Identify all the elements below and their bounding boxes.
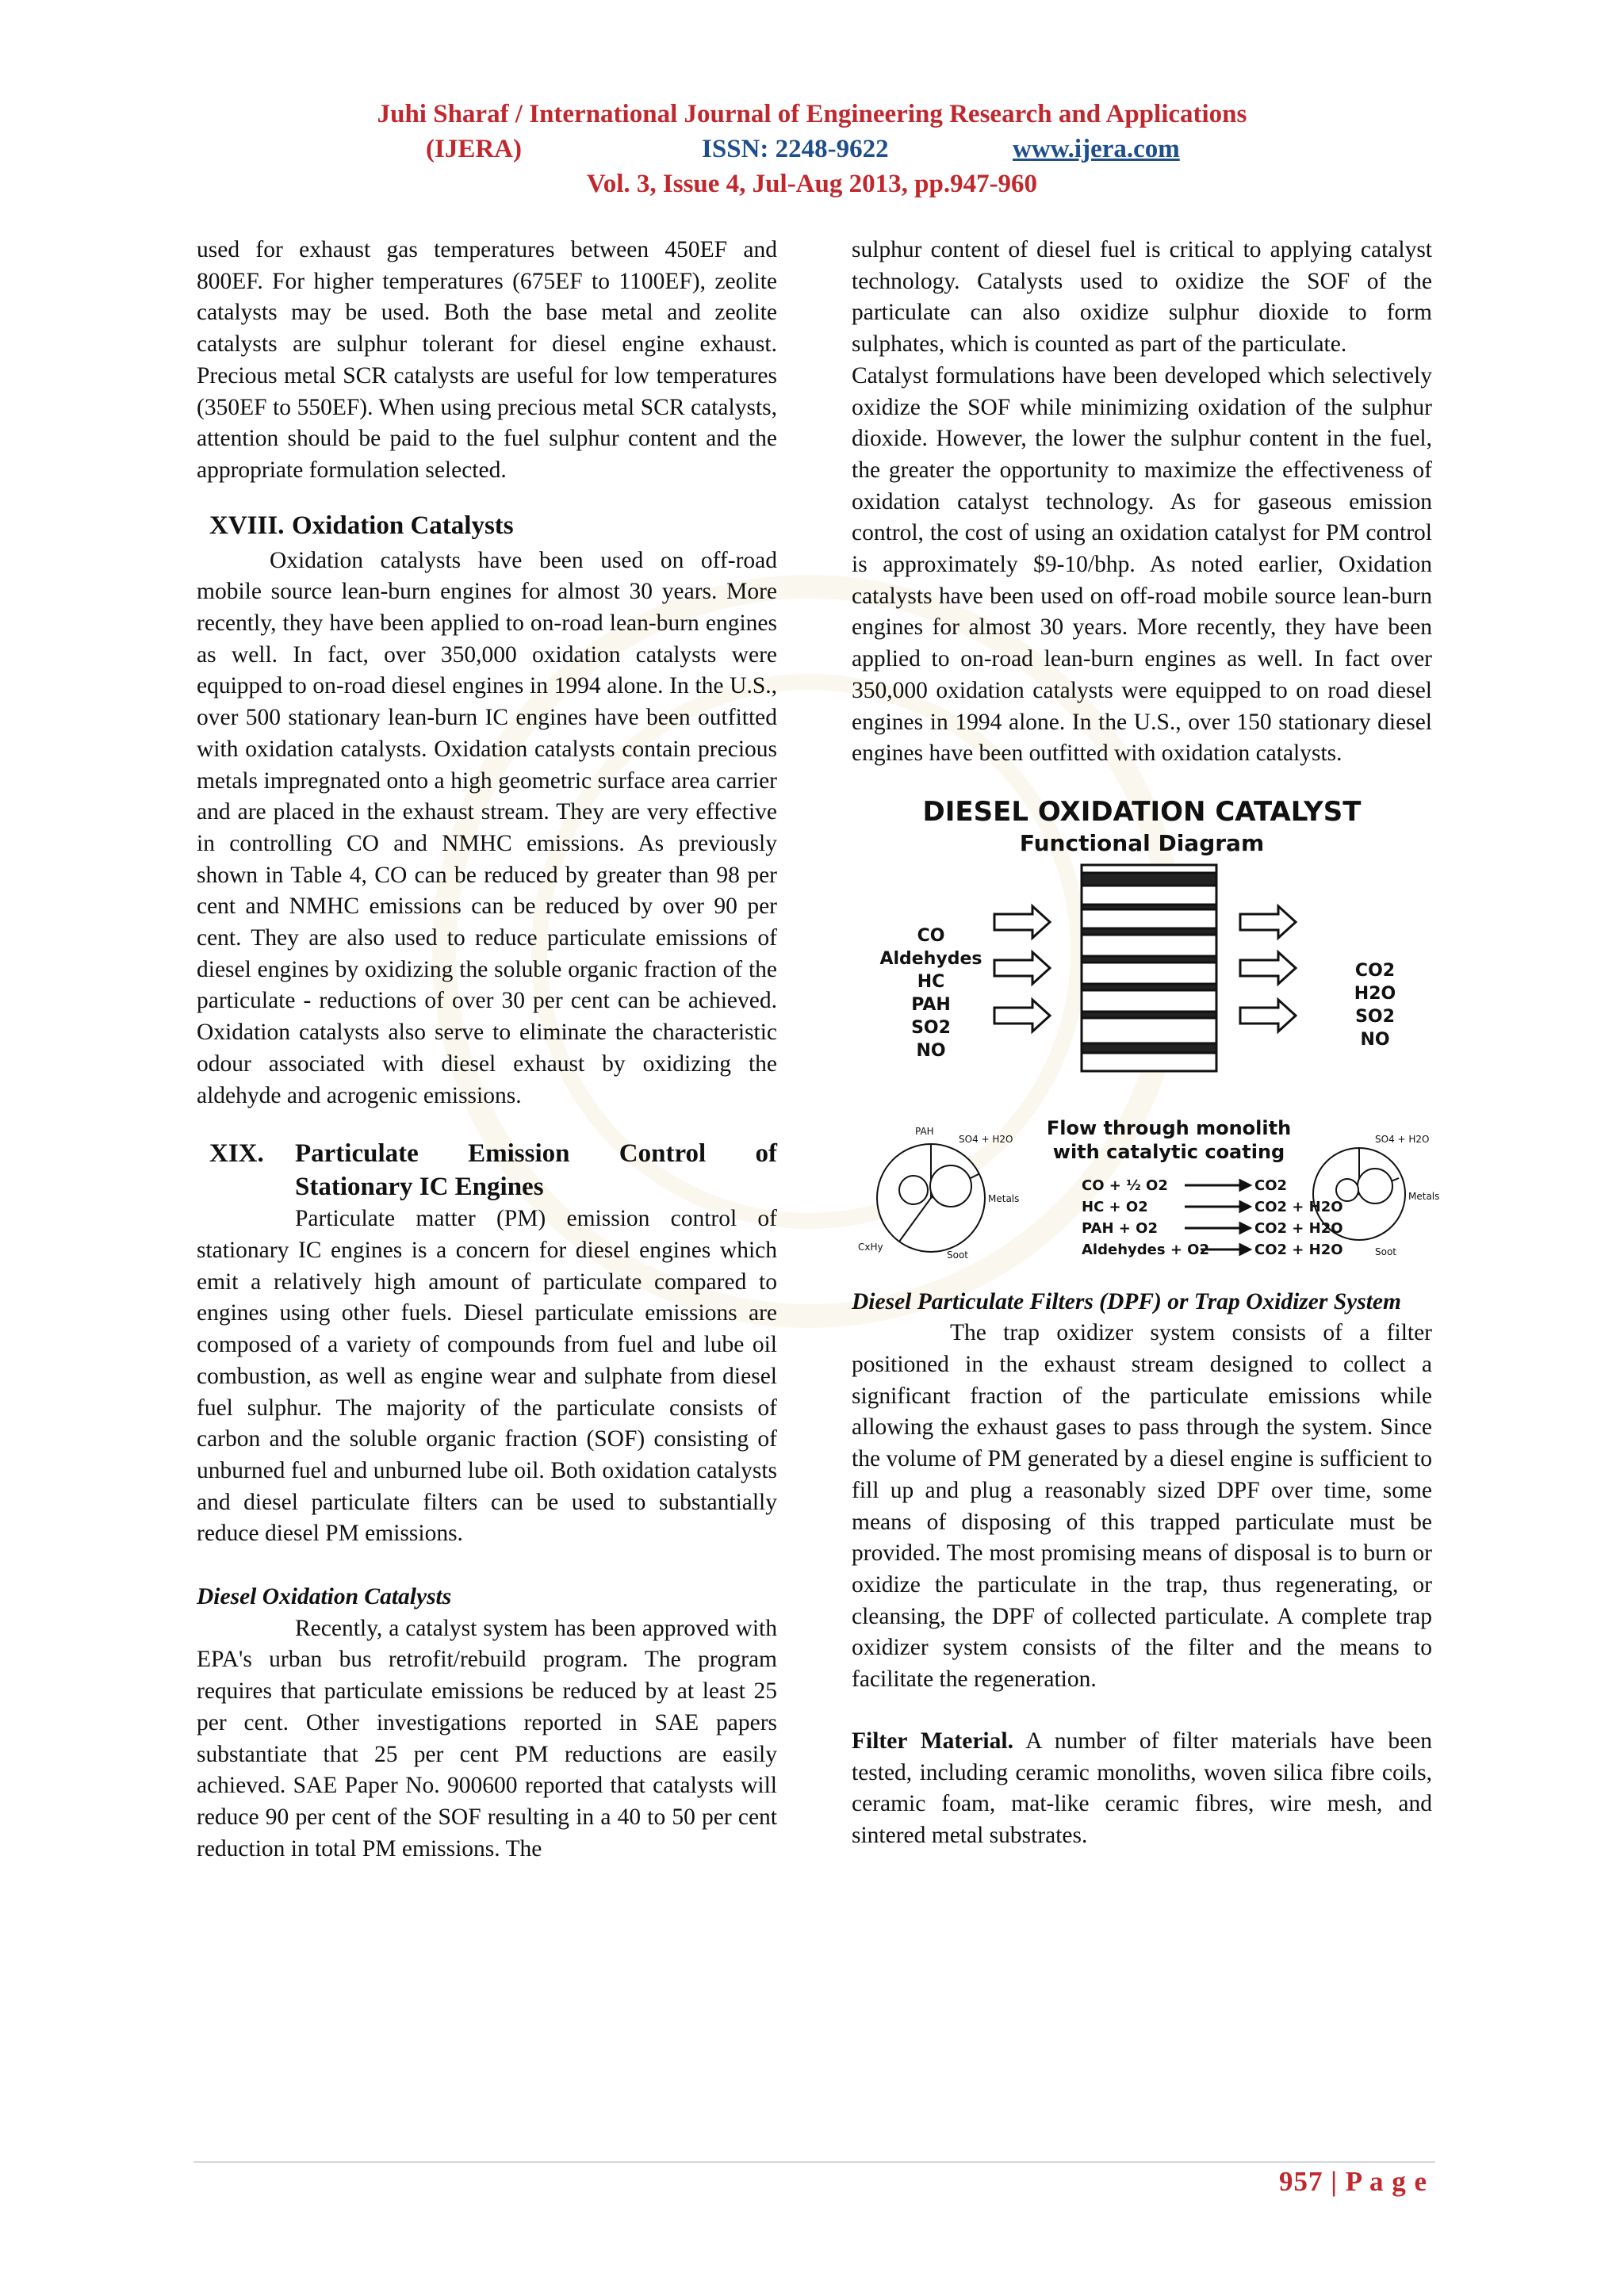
header-line-2 xyxy=(0,132,1624,166)
input-pah: PAH xyxy=(911,994,951,1015)
output-gases xyxy=(1354,961,1396,1050)
paragraph: sulphur content of diesel fuel is critical to applying catalyst technology. Catalysts used to oxidize the SOF of the particulate can also oxidize sulphur dioxide to form sulphates, which is counted as part of the particulate. xyxy=(852,237,1432,358)
reaction-right: CO2 + H2O xyxy=(1254,1241,1343,1258)
reaction-left: Aldehydes + O2 xyxy=(1082,1241,1209,1258)
output-co2: CO2 xyxy=(1354,960,1396,981)
input-so2: SO2 xyxy=(911,1017,951,1038)
reaction-left: PAH + O2 xyxy=(1082,1219,1158,1237)
section-title-line-1: Particulate Emission Control of xyxy=(295,1139,777,1169)
metals-label: Metals xyxy=(988,1192,1020,1204)
reaction-left: HC + O2 xyxy=(1082,1198,1148,1215)
arrow-right-icon xyxy=(994,952,1050,984)
right-column xyxy=(852,235,1440,1852)
paragraph: Catalyst formulations have been developed which selectively oxidize the SOF while minimizing oxidation of the sulphur dioxide. However, the lower the sulphur content in the fuel, the greater the opportunity to maximize the effectiveness of oxidation catalyst technology. As for gaseous emission control, the cost of using an oxidation catalyst for PM control is approximately $9-10/bhp. As noted earlier, Oxidation catalysts have been used on off-road mobile source lean-burn engines for almost 30 years. More recently, they have been applied to on-road lean-burn engines as well. In fact over 350,000 oxidation catalysts were equipped to on road diesel engines in 1994 alone. In the U.S., over 150 stationary diesel engines have been outfitted with oxidation catalysts. xyxy=(852,362,1432,767)
input-hc: HC xyxy=(917,971,945,992)
footer-divider xyxy=(193,2161,1435,2163)
input-no: NO xyxy=(916,1040,946,1061)
output-no: NO xyxy=(1360,1029,1390,1050)
flow-label-2: with catalytic coating xyxy=(1052,1140,1285,1163)
section-number: XIX. xyxy=(209,1139,264,1169)
figure-subtitle: Functional Diagram xyxy=(1019,829,1265,856)
journal-header xyxy=(0,97,1624,201)
input-co: CO xyxy=(917,925,945,946)
header-line-1: Juhi Sharaf / International Journal of Engineering Research and Applications xyxy=(377,100,1247,128)
paragraph: Oxidation catalysts have been used on off-road mobile source lean-burn engines for almost 30 years. More recently, they have been applied to on-road lean-burn engines as well. In fact, over 350,000 oxidation catalysts were equipped to on-road diesel engines in 1994 alone. In the U.S., over 500 stationary lean-burn IC engines have been outfitted with oxidation catalysts. Oxidation catalysts contain precious metals impregnated onto a high geometric surface area carrier and are placed in the exhaust stream. They are very effective in controlling CO and NMHC emissions. As previously shown in Table 4, CO can be reduced by greater than 98 per cent and NMHC emissions can be reduced by over 90 per cent. They are also used to reduce particulate emissions of diesel engines by oxidizing the soluble organic fraction of the particulate - reductions of over 30 per cent can be achieved. Oxidation catalysts also serve to eliminate the characteristic odour associated with diesel exhaust by oxidizing the aldehyde and acrogenic emissions. xyxy=(197,547,777,1108)
filter-material-label: Filter Material. xyxy=(852,1728,1013,1754)
reaction-right: CO2 + H2O xyxy=(1254,1198,1343,1215)
monolith-block xyxy=(1082,865,1216,1071)
soot-label: Soot xyxy=(1375,1246,1397,1257)
sulphate-label: SO4 + H2O xyxy=(959,1133,1013,1145)
arrow-right-icon xyxy=(1240,1000,1296,1031)
paragraph: The trap oxidizer system consists of a filter positioned in the exhaust stream designed to collect a significant fraction of the particulate emissions while allowing the exhaust gases to pass through the system. Since the volume of PM generated by a diesel engine is sufficient to fill up and plug a reasonably sized DPF over time, some means of disposing of this trapped particulate must be provided. The most promising means of disposal is to burn or oxidize the particulate in the trap, thus regenerating, or cleansing, the DPF of collected particulate. A complete trap oxidizer system consists of the filter and the means to facilitate the regeneration. xyxy=(852,1320,1432,1693)
reaction-list xyxy=(1082,1177,1343,1258)
flow-label-1: Flow through monolith xyxy=(1046,1116,1292,1139)
paragraph-filter-material xyxy=(852,1726,1432,1852)
input-arrows xyxy=(994,906,1050,1031)
reaction-left: CO + ½ O2 xyxy=(1082,1177,1168,1194)
soot-label: Soot xyxy=(947,1249,969,1261)
paragraph: used for exhaust gas temperatures between 450EF and 800EF. For higher temperatures (675EF to 1100EF), zeolite catalysts may be used. Both the base metal and zeolite catalysts are sulphur tolerant for diesel engine exhaust. Precious metal SCR catalysts are useful for low temperatures (350EF to 550EF). When using precious metal SCR catalysts, attention should be paid to the fuel sulphur content and the appropriate formulation selected. xyxy=(197,237,777,483)
reaction-right: CO2 xyxy=(1254,1177,1288,1194)
sulphate-label: SO4 + H2O xyxy=(1375,1133,1430,1145)
output-arrows xyxy=(1240,906,1296,1031)
figure-title: DIESEL OXIDATION CATALYST xyxy=(922,795,1362,828)
arrow-right-icon xyxy=(1240,1181,1250,1190)
hydrocarbon-label: CxHy xyxy=(858,1241,883,1253)
arrow-right-icon xyxy=(994,906,1050,938)
arrow-right-icon xyxy=(1240,1202,1250,1211)
arrow-right-icon xyxy=(1240,952,1296,984)
left-column xyxy=(197,235,777,1865)
paragraph: Particulate matter (PM) emission control of stationary IC engines is a concern for diesel engines which emit a relatively high amount of particulate compared to engines using other fuels. Diesel particulate emissions are composed of a variety of compounds from fuel and lube oil combustion, as well as engine wear and sulphate from diesel fuel sulphur. The majority of the particulate consists of carbon and the soluble organic fraction (SOF) consisting of unburned fuel and unburned lube oil. Both oxidation catalysts and diesel particulate filters can be used to substantially reduce diesel PM emissions. xyxy=(197,1206,777,1547)
section-number: XVIII. xyxy=(209,511,285,540)
journal-abbreviation: (IJERA) xyxy=(426,135,522,163)
arrow-right-icon xyxy=(1240,1245,1250,1254)
output-so2: SO2 xyxy=(1355,1006,1395,1027)
input-aldehydes: Aldehydes xyxy=(879,948,982,969)
arrow-right-icon xyxy=(994,1000,1050,1031)
pah-label: PAH xyxy=(915,1125,934,1137)
section-title: Oxidation Catalysts xyxy=(292,511,514,540)
input-gases xyxy=(879,926,982,1061)
header-line-3: Vol. 3, Issue 4, Jul-Aug 2013, pp.947-960 xyxy=(586,170,1038,198)
website-link[interactable]: www.ijera.com xyxy=(1013,135,1180,163)
page-number: 957 | P a g e xyxy=(1279,2166,1427,2197)
filter-material-text: A number of filter materials have been tested, including ceramic monoliths, woven silica fibre coils, ceramic foam, mat-like ceramic fibres, wire mesh, and sintered metal substrates. xyxy=(852,1728,1433,1848)
subsection-heading: Diesel Particulate Filters (DPF) or Trap Oxidizer System xyxy=(852,1288,1401,1314)
section-heading-18 xyxy=(197,509,777,542)
subsection-heading: Diesel Oxidation Catalysts xyxy=(197,1584,452,1610)
left-particle xyxy=(877,1144,985,1252)
diesel-oxidation-catalyst-diagram xyxy=(852,794,1440,1269)
metals-label: Metals xyxy=(1408,1190,1440,1202)
issn: ISSN: 2248-9622 xyxy=(702,135,889,163)
section-title-line-2: Stationary IC Engines xyxy=(295,1173,544,1202)
output-h2o: H2O xyxy=(1354,983,1396,1004)
arrow-right-icon xyxy=(1240,1223,1250,1233)
arrow-right-icon xyxy=(1240,906,1296,938)
reaction-right: CO2 + H2O xyxy=(1254,1219,1343,1237)
section-heading-19 xyxy=(197,1137,777,1203)
paragraph: Recently, a catalyst system has been approved with EPA's urban bus retrofit/rebuild program. The program requires that particulate emissions be reduced by at least 25 per cent. Other investigations reported in SAE papers substantiate that 25 per cent PM reductions are easily achieved. SAE Paper No. 900600 reported that catalysts will reduce 90 per cent of the SOF resulting in a 40 to 50 per cent reduction in total PM emissions. The xyxy=(197,1615,777,1862)
